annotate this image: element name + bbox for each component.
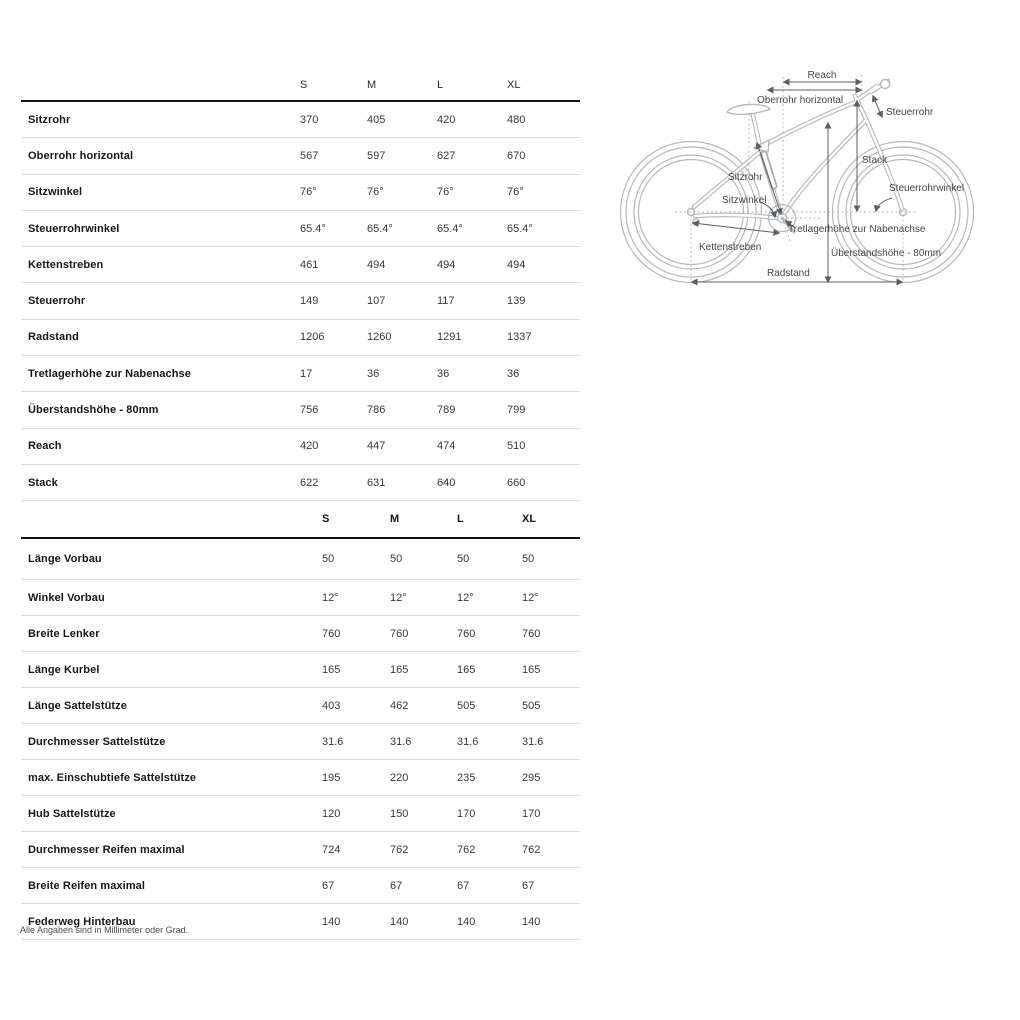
table-row-breite-lenker (21, 616, 580, 652)
cell: 462 (390, 699, 409, 712)
cell: 195 (322, 771, 341, 784)
geometry-table-header (21, 70, 580, 102)
cell: 420 (437, 113, 456, 126)
diagram-label-stack: Stack (862, 155, 888, 166)
units-footnote: Alle Angaben sind in Millimeter oder Grad. (20, 925, 189, 935)
cell: 235 (457, 771, 476, 784)
table-row-stack (21, 465, 580, 501)
table-row-durchmesser-sattelstuetze (21, 724, 580, 760)
diagram-label-steuerrohrwinkel: Steuerrohrwinkel (889, 183, 965, 194)
row-label: Federweg Hinterbau (28, 915, 136, 928)
cell: 505 (457, 699, 476, 712)
cell: 370 (300, 113, 319, 126)
row-label: Kettenstreben (28, 258, 104, 271)
cell: 139 (507, 295, 526, 308)
cell: 760 (390, 627, 409, 640)
row-label: max. Einschubtiefe Sattelstütze (28, 771, 197, 784)
cell: 760 (457, 627, 476, 640)
row-label: Überstandshöhe - 80mm (28, 404, 159, 417)
row-label: Oberrohr horizontal (28, 149, 134, 162)
row-label: Länge Sattelstütze (28, 699, 127, 712)
cell: 480 (507, 113, 526, 126)
table-row-hub-sattelstuetze (21, 796, 580, 832)
table-row-oberrohr (21, 138, 580, 174)
cell: 140 (322, 915, 341, 928)
column-header-xl: XL (522, 513, 537, 526)
row-label: Durchmesser Reifen maximal (28, 843, 185, 856)
column-header-l: L (457, 513, 464, 526)
cell: 789 (437, 404, 456, 417)
table-row-reach (21, 429, 580, 465)
cell: 76° (507, 186, 524, 199)
cell: 67 (390, 879, 403, 892)
cell: 17 (300, 367, 313, 380)
cell: 67 (322, 879, 335, 892)
row-label: Radstand (28, 331, 79, 344)
diagram-label-radstand: Radstand (767, 268, 810, 279)
cell: 220 (390, 771, 409, 784)
row-label: Reach (28, 440, 62, 453)
diagram-label-kettenstreben: Kettenstreben (699, 242, 762, 253)
table-row-radstand (21, 320, 580, 356)
cell: 50 (322, 553, 335, 566)
table-row-steuerrohrwinkel (21, 211, 580, 247)
table-row-steuerrohr (21, 283, 580, 319)
cell: 627 (437, 149, 456, 162)
cell: 447 (367, 440, 386, 453)
table-row-laenge-sattelstuetze (21, 688, 580, 724)
diagram-label-sitzwinkel: Sitzwinkel (722, 195, 767, 206)
cell: 567 (300, 149, 319, 162)
cell: 12° (522, 591, 539, 604)
row-label: Breite Reifen maximal (28, 879, 146, 892)
cell: 165 (322, 663, 341, 676)
cell: 170 (457, 807, 476, 820)
cell: 31.6 (522, 735, 544, 748)
cell: 65.4° (507, 222, 533, 235)
cell: 1291 (437, 331, 462, 344)
cell: 65.4° (300, 222, 326, 235)
table-row-winkel-vorbau (21, 580, 580, 616)
cell: 36 (507, 367, 520, 380)
cell: 762 (457, 843, 476, 856)
cell: 140 (390, 915, 409, 928)
cell: 494 (367, 258, 386, 271)
cell: 12° (322, 591, 339, 604)
diagram-label-reach: Reach (807, 70, 837, 81)
cell: 65.4° (367, 222, 393, 235)
row-label: Steuerrohr (28, 295, 86, 308)
cell: 76° (437, 186, 454, 199)
cell: 762 (522, 843, 541, 856)
cell: 640 (437, 476, 456, 489)
cell: 165 (390, 663, 409, 676)
diagram-label-oberrohr: Oberrohr horizontal (757, 95, 844, 106)
cell: 150 (390, 807, 409, 820)
cell: 12° (457, 591, 474, 604)
cell: 65.4° (437, 222, 463, 235)
cell: 67 (457, 879, 470, 892)
cell: 31.6 (457, 735, 479, 748)
cell: 50 (457, 553, 470, 566)
row-label: Breite Lenker (28, 627, 100, 640)
cell: 494 (507, 258, 526, 271)
diagram-label-ueberstandshoehe: Überstandshöhe - 80mm (831, 248, 942, 259)
rear-derailleur (693, 219, 699, 225)
row-label: Durchmesser Sattelstütze (28, 735, 166, 748)
column-header-s: S (322, 513, 330, 526)
column-header-s: S (300, 79, 308, 91)
geometry-table (21, 70, 580, 501)
handlebar-grip (881, 80, 890, 89)
bike-geometry-diagram (615, 55, 1005, 295)
cell: 405 (367, 113, 386, 126)
table-row-laenge-kurbel (21, 652, 580, 688)
cell: 165 (522, 663, 541, 676)
table-row-kettenstreben (21, 247, 580, 283)
cell: 140 (522, 915, 541, 928)
cell: 670 (507, 149, 526, 162)
cell: 149 (300, 295, 319, 308)
cell: 295 (522, 771, 541, 784)
table-row-tretlagerhoehe (21, 356, 580, 392)
column-header-m: M (367, 79, 377, 91)
cell: 756 (300, 404, 319, 417)
cell: 36 (367, 367, 380, 380)
cell: 12° (390, 591, 407, 604)
cell: 631 (367, 476, 386, 489)
cell: 420 (300, 440, 319, 453)
table-row-laenge-vorbau (21, 539, 580, 580)
table-row-einschubtiefe (21, 760, 580, 796)
cell: 50 (522, 553, 535, 566)
cell: 31.6 (322, 735, 344, 748)
diagram-label-sitzrohr: Sitzrohr (728, 172, 763, 183)
cell: 76° (300, 186, 317, 199)
spec-tables (21, 70, 580, 940)
row-label: Winkel Vorbau (28, 591, 105, 604)
cell: 76° (367, 186, 384, 199)
cell: 510 (507, 440, 526, 453)
cell: 31.6 (390, 735, 412, 748)
table-row-sitzrohr (21, 102, 580, 138)
cell: 165 (457, 663, 476, 676)
row-label: Sitzwinkel (28, 186, 83, 199)
row-label: Sitzrohr (28, 113, 71, 126)
cell: 107 (367, 295, 386, 308)
components-table (21, 501, 580, 940)
cell: 786 (367, 404, 386, 417)
cell: 505 (522, 699, 541, 712)
cell: 724 (322, 843, 341, 856)
cell: 50 (390, 553, 403, 566)
table-row-breite-reifen (21, 868, 580, 904)
row-label: Stack (28, 476, 58, 489)
cell: 120 (322, 807, 341, 820)
column-header-m: M (390, 513, 400, 526)
cell: 494 (437, 258, 456, 271)
table-row-durchmesser-reifen (21, 832, 580, 868)
cell: 170 (522, 807, 541, 820)
diagram-label-tretlagerhoehe: Tretlagerhöhe zur Nabenachse (788, 224, 926, 235)
row-label: Hub Sattelstütze (28, 807, 116, 820)
cell: 474 (437, 440, 456, 453)
cell: 622 (300, 476, 319, 489)
cell: 597 (367, 149, 386, 162)
cell: 67 (522, 879, 535, 892)
components-table-header (21, 501, 580, 539)
cell: 660 (507, 476, 526, 489)
cell: 36 (437, 367, 450, 380)
cell: 461 (300, 258, 319, 271)
cell: 1206 (300, 331, 325, 344)
row-label: Tretlagerhöhe zur Nabenachse (28, 367, 191, 380)
table-row-sitzwinkel (21, 175, 580, 211)
cell: 1337 (507, 331, 532, 344)
cell: 140 (457, 915, 476, 928)
cell: 799 (507, 404, 526, 417)
diagram-label-steuerrohr: Steuerrohr (886, 107, 934, 118)
row-label: Länge Kurbel (28, 663, 100, 676)
cell: 760 (522, 627, 541, 640)
cell: 117 (437, 295, 455, 308)
column-header-l: L (437, 79, 444, 91)
row-label: Steuerrohrwinkel (28, 222, 120, 235)
cell: 760 (322, 627, 341, 640)
row-label: Länge Vorbau (28, 553, 102, 566)
table-row-ueberstandshoehe (21, 392, 580, 428)
cell: 1260 (367, 331, 392, 344)
column-header-xl: XL (507, 79, 521, 91)
cell: 762 (390, 843, 409, 856)
cell: 403 (322, 699, 341, 712)
